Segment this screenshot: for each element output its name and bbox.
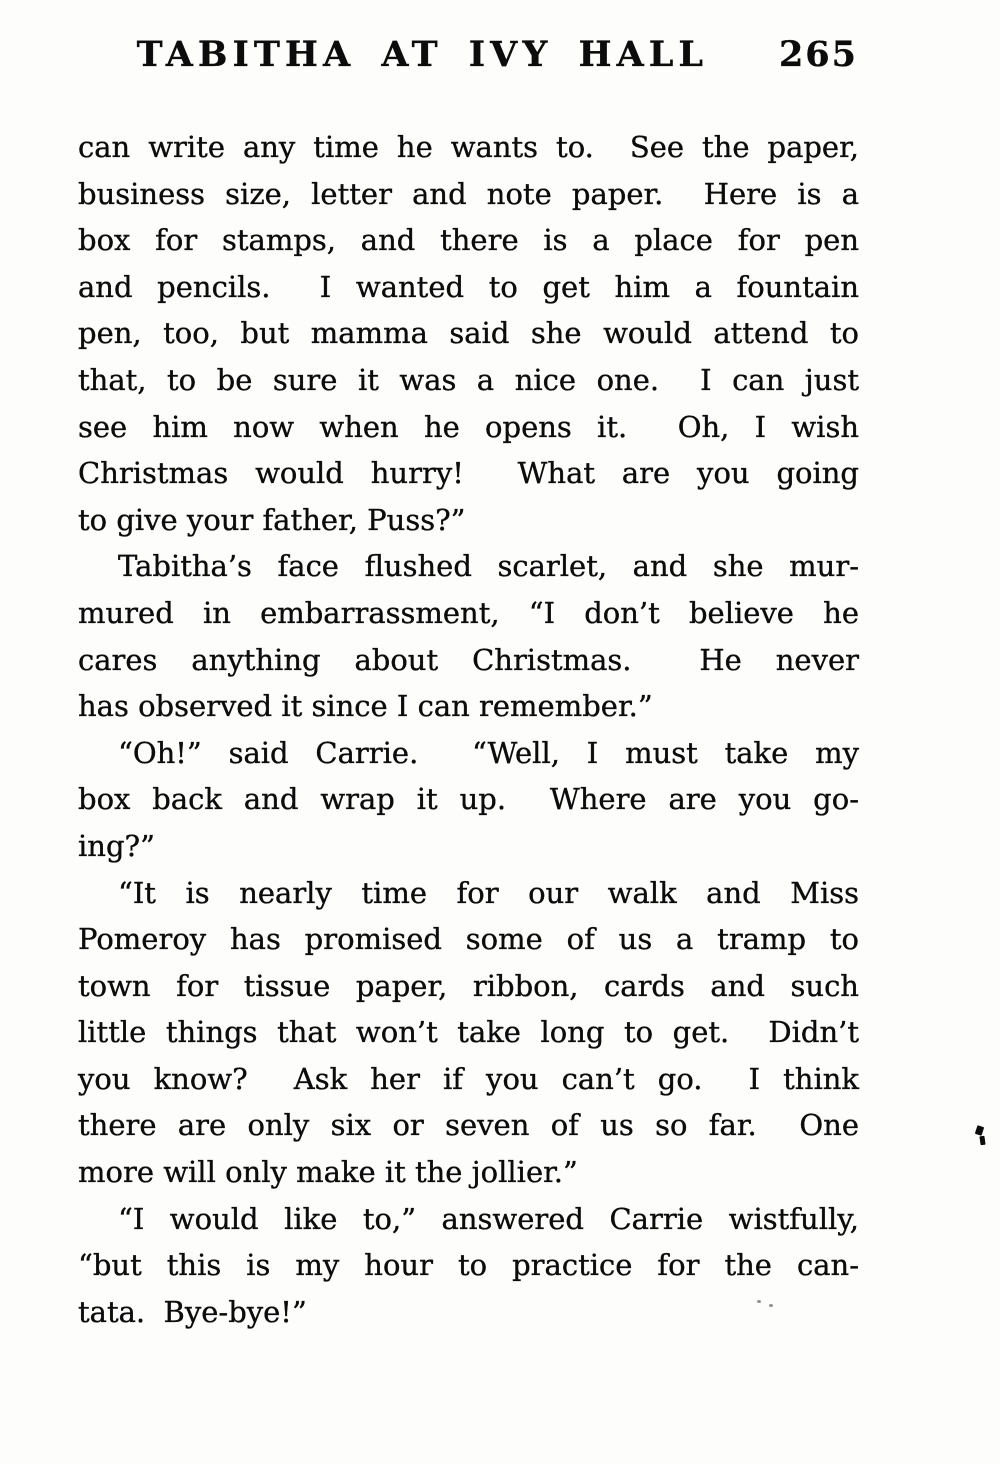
text-line: pen, too, but mamma said she would attend to (78, 316, 859, 351)
text-line: there are only six or seven of us so far. One (78, 1108, 859, 1143)
text-line: box for stamps, and there is a place for pen (78, 223, 859, 258)
paragraph (78, 870, 859, 1196)
text-line: “It is nearly time for our walk and Miss (118, 875, 859, 910)
text-line: to give your father, Puss?” (78, 502, 466, 537)
text-line: “Oh!” said Carrie. “Well, I must take my (118, 735, 859, 770)
ink-speck (975, 1125, 984, 1136)
page-number: 265 (778, 34, 858, 75)
text-line: Tabitha’s face flushed scarlet, and she mur- (118, 549, 859, 584)
text-line: that, to be sure it was a nice one. I can just (78, 362, 859, 397)
paragraph (78, 730, 859, 870)
page-text (78, 124, 859, 1335)
paragraph (78, 543, 859, 729)
text-line: ing?” (78, 828, 155, 863)
text-line: cares anything about Christmas. He never (78, 642, 859, 677)
ink-speck (769, 1304, 773, 1307)
text-line: business size, letter and note paper. Here is a (78, 176, 859, 211)
text-line: tata. Bye-bye!” (78, 1294, 307, 1329)
text-line: little things that won’t take long to get. Didn’t (78, 1015, 859, 1050)
text-line: town for tissue paper, ribbon, cards and such (78, 968, 859, 1003)
paragraph (78, 1196, 859, 1336)
paragraph (78, 124, 859, 543)
page-header (78, 34, 858, 86)
text-line: more will only make it the jollier.” (78, 1155, 578, 1190)
text-line: can write any time he wants to. See the paper, (78, 130, 859, 164)
text-line: Pomeroy has promised some of us a tramp to (78, 922, 859, 957)
text-line: mured in embarrassment, “I don’t believe he (78, 595, 859, 630)
ink-speck (979, 1136, 985, 1146)
text-line: “but this is my hour to practice for the can- (78, 1248, 859, 1283)
text-line: Christmas would hurry! What are you going (78, 456, 859, 491)
text-line: box back and wrap it up. Where are you go- (78, 782, 859, 817)
text-line: see him now when he opens it. Oh, I wish (78, 409, 859, 444)
ink-speck (757, 1300, 761, 1303)
running-title: TABITHA AT IVY HALL (136, 34, 708, 75)
text-line: has observed it since I can remember.” (78, 689, 653, 724)
text-line: “I would like to,” answered Carrie wistfully, (118, 1201, 859, 1236)
text-line: you know? Ask her if you can’t go. I think (78, 1061, 859, 1096)
text-line: and pencils. I wanted to get him a fountain (78, 269, 859, 304)
